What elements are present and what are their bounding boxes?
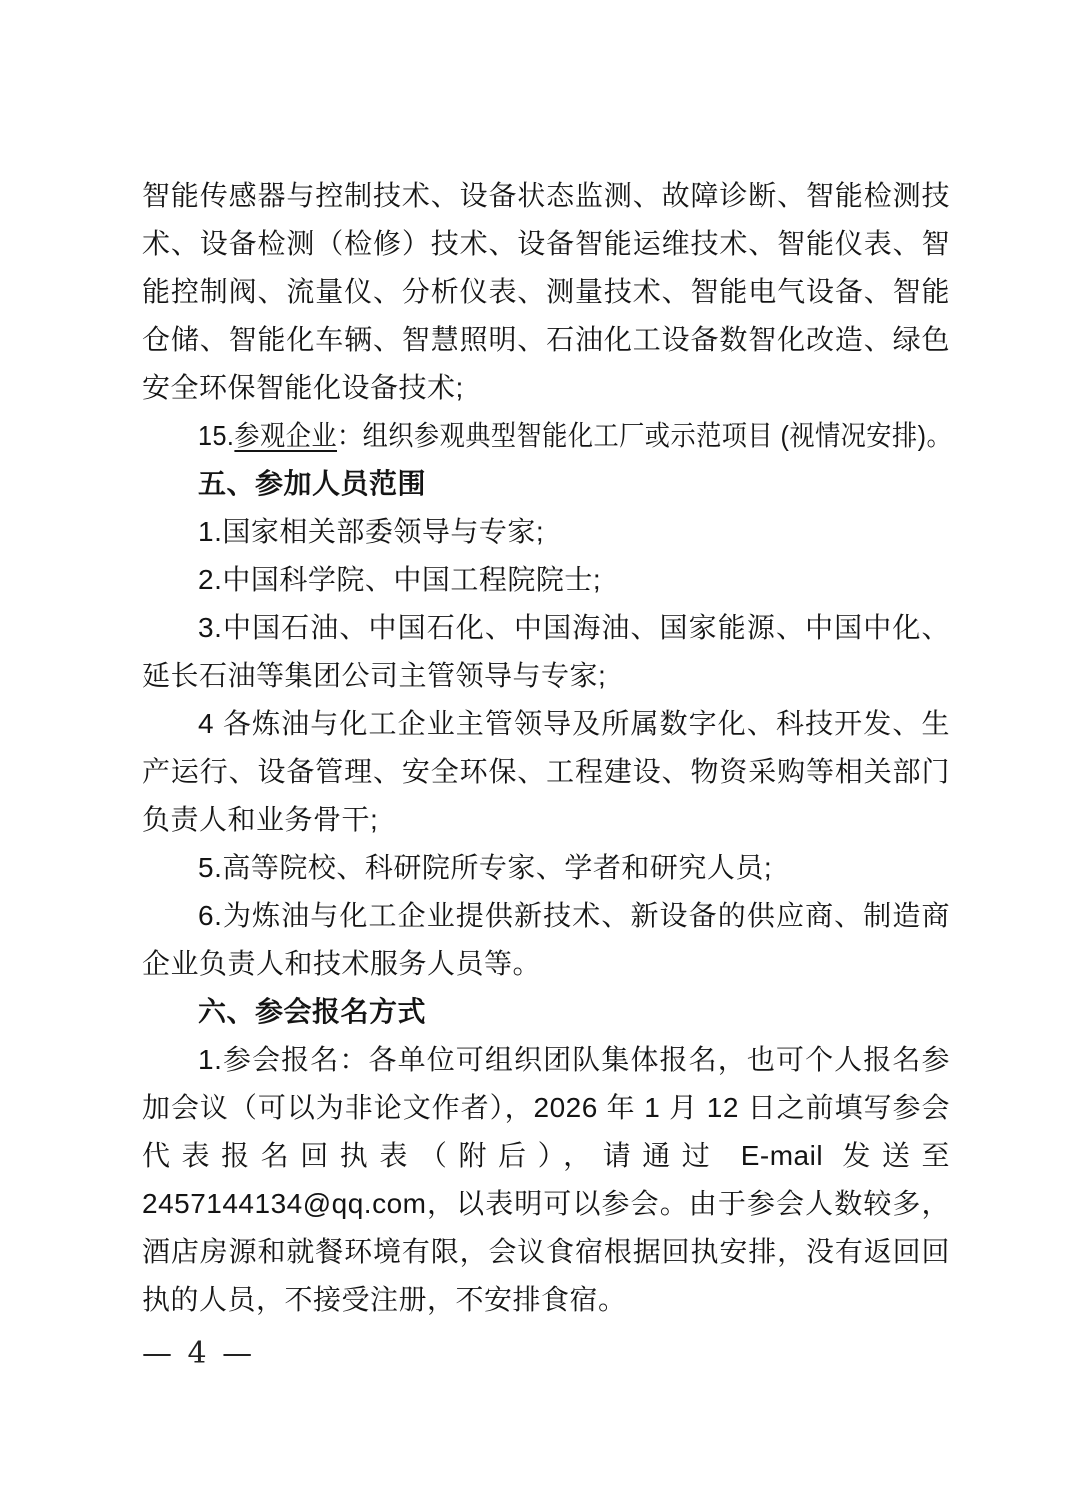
registration-line-4: 2457144134@qq.com，以表明可以参会。由于参会人数较多，	[142, 1188, 950, 1219]
list-item-2: 2.中国科学院、中国工程院院士;	[198, 564, 602, 595]
list-item-4-line-3: 负责人和业务骨干;	[142, 804, 379, 835]
list-item-3-line-2: 延长石油等集团公司主管领导与专家;	[142, 660, 607, 691]
page-content	[142, 172, 953, 1324]
paragraph-line: 术、设备检测（检修）技术、设备智能运维技术、智能仪表、智	[142, 228, 950, 259]
section-heading-six: 六、参会报名方式	[198, 996, 427, 1027]
registration-line-3: 代表报名回执表（附后），请通过 E-mail 发送至	[142, 1140, 950, 1171]
list-item-6-line-1: 6.为炼油与化工企业提供新技术、新设备的供应商、制造商	[198, 900, 950, 931]
list-item-4-line-1: 4 各炼油与化工企业主管领导及所属数字化、科技开发、生	[198, 708, 950, 739]
page-number: — 4 —	[142, 1336, 256, 1371]
list-item-1: 1.国家相关部委领导与专家;	[198, 516, 545, 547]
registration-line-6: 执的人员，不接受注册，不安排食宿。	[142, 1284, 627, 1315]
item-text: ：组织参观典型智能化工厂或示范项目 (视情况安排)。	[337, 420, 953, 451]
section-heading-five: 五、参加人员范围	[198, 468, 427, 499]
condensed-text	[198, 412, 952, 460]
paragraph-line: 安全环保智能化设备技术;	[142, 372, 464, 403]
list-item-6-line-2: 企业负责人和技术服务人员等。	[142, 948, 542, 979]
registration-line-5: 酒店房源和就餐环境有限，会议食宿根据回执安排，没有返回回	[142, 1236, 950, 1267]
underlined-text: 参观企业	[234, 420, 338, 451]
item-number: 15.	[198, 420, 235, 451]
list-item-3-line-1: 3.中国石油、中国石化、中国海油、国家能源、中国中化、	[198, 612, 950, 643]
paragraph-line: 能控制阀、流量仪、分析仪表、测量技术、智能电气设备、智能	[142, 276, 950, 307]
list-item-15	[142, 412, 953, 460]
paragraph-line: 智能传感器与控制技术、设备状态监测、故障诊断、智能检测技	[142, 180, 950, 211]
list-item-4-line-2: 产运行、设备管理、安全环保、工程建设、物资采购等相关部门	[142, 756, 950, 787]
registration-line-2: 加会议（可以为非论文作者），2026 年 1 月 12 日之前填写参会	[142, 1092, 950, 1123]
paragraph-line: 仓储、智能化车辆、智慧照明、石油化工设备数智化改造、绿色	[142, 324, 950, 355]
list-item-5: 5.高等院校、科研院所专家、学者和研究人员;	[198, 852, 773, 883]
registration-line-1: 1.参会报名：各单位可组织团队集体报名，也可个人报名参	[198, 1044, 950, 1075]
